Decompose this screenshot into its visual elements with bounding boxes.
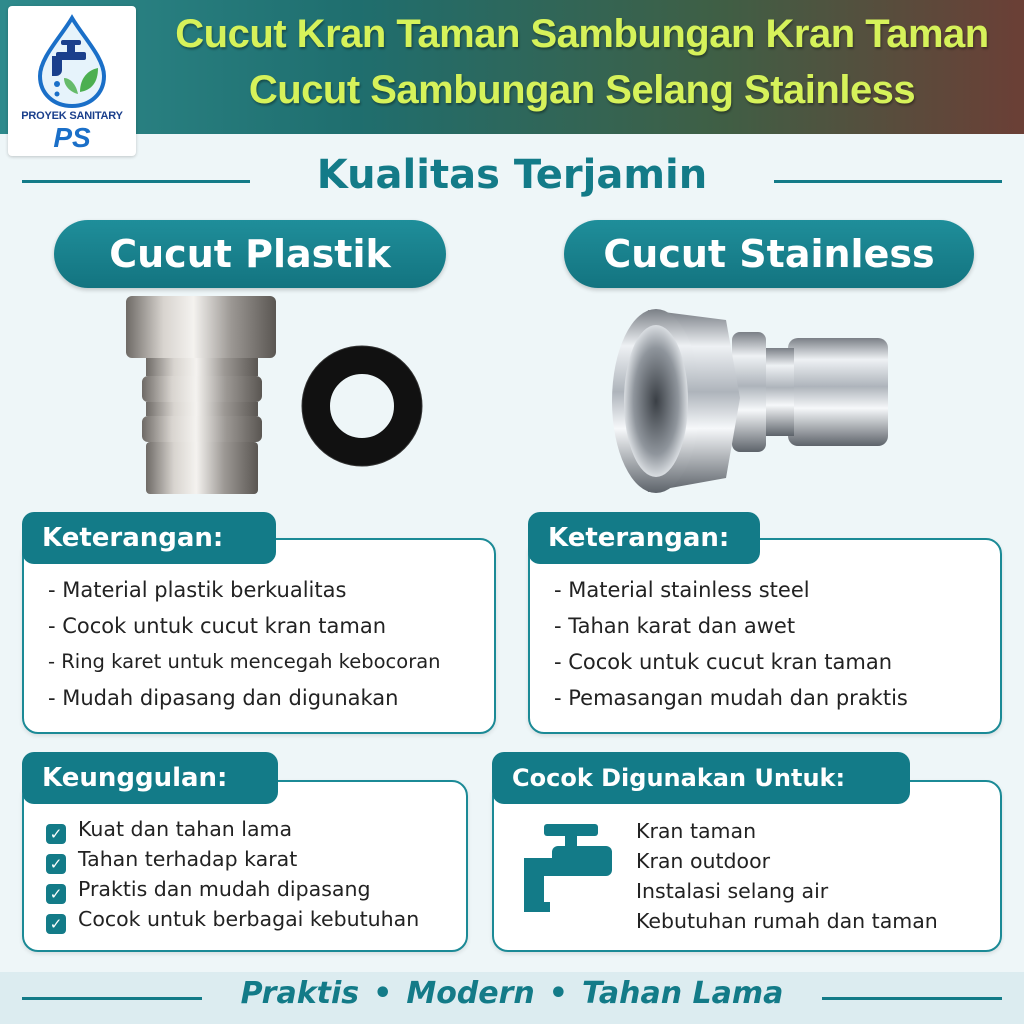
list-item: [46, 874, 419, 904]
list-item: Instalasi selang air: [636, 879, 829, 903]
list-item: - Pemasangan mudah dan praktis: [554, 686, 908, 710]
list-item: - Mudah dipasang dan digunakan: [48, 686, 399, 710]
logo-brand-name: PROYEK SANITARY: [21, 110, 123, 122]
list-item: Kran taman: [636, 819, 757, 843]
keterangan-left-title: Keterangan:: [22, 512, 276, 564]
keterangan-right-list: [554, 572, 908, 716]
footer-word-modern: Modern: [406, 976, 535, 1011]
keunggulan-list: [46, 814, 419, 934]
list-item: - Cocok untuk cucut kran taman: [48, 614, 386, 638]
footer-tagline: [0, 976, 1024, 1011]
keunggulan-title: Keunggulan:: [22, 752, 278, 804]
list-item: [46, 814, 419, 844]
checkbox-checked-icon: ✓: [46, 854, 66, 874]
faucet-icon: [522, 822, 614, 914]
checkbox-checked-icon: ✓: [46, 824, 66, 844]
rubber-ring-image: [300, 344, 424, 468]
footer-word-praktis: Praktis: [240, 976, 360, 1011]
checkbox-checked-icon: ✓: [46, 884, 66, 904]
faucet-drop-logo-icon: [30, 14, 114, 110]
footer-separator: •: [373, 976, 393, 1011]
cocok-list: [636, 816, 938, 936]
list-item: - Tahan karat dan awet: [554, 614, 796, 638]
list-item: [46, 844, 419, 874]
list-item: [46, 904, 419, 934]
keterangan-left-list: [48, 572, 441, 716]
logo-mark: PS: [53, 122, 91, 153]
footer-word-tahan-lama: Tahan Lama: [581, 976, 784, 1011]
product-label-plastik: Cucut Plastik: [54, 220, 446, 288]
list-item: - Material stainless steel: [554, 578, 810, 602]
list-item: - Material plastik berkualitas: [48, 578, 347, 602]
list-item: - Ring karet untuk mencegah kebocoran: [48, 650, 441, 673]
section-title: Kualitas Terjamin: [316, 152, 708, 198]
checkbox-checked-icon: ✓: [46, 914, 66, 934]
list-item-label: Cocok untuk berbagai kebutuhan: [78, 907, 420, 931]
list-item: Kran outdoor: [636, 849, 771, 873]
list-item-label: Praktis dan mudah dipasang: [78, 877, 371, 901]
keterangan-right-title: Keterangan:: [528, 512, 760, 564]
footer-separator: •: [548, 976, 568, 1011]
stainless-nozzle-image: [608, 298, 898, 502]
list-item-label: Tahan terhadap karat: [78, 847, 298, 871]
page-title-line-2: Cucut Sambungan Selang Stainless: [248, 68, 916, 112]
list-item: Kebutuhan rumah dan taman: [636, 909, 938, 933]
brand-logo: [8, 6, 136, 156]
cocok-title: Cocok Digunakan Untuk:: [492, 752, 910, 804]
plastic-nozzle-image: [118, 292, 298, 504]
list-item-label: Kuat dan tahan lama: [78, 817, 293, 841]
product-label-stainless: Cucut Stainless: [564, 220, 974, 288]
page-title-line-1: Cucut Kran Taman Sambungan Kran Taman: [175, 12, 989, 56]
list-item: - Cocok untuk cucut kran taman: [554, 650, 892, 674]
